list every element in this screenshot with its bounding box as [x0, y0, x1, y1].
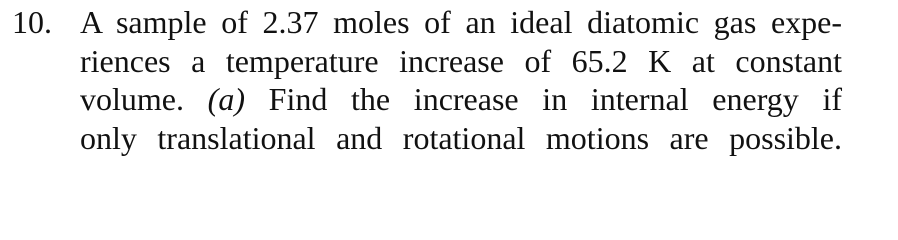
line-3-rest: Find the increase in internal energy if [244, 81, 843, 117]
problem-text [80, 3, 842, 157]
part-a-label: (a) [207, 81, 245, 117]
problem-line-2: riences a temperature increase of 65.2 K at constant [80, 42, 842, 79]
problem-line-4: only translational and rotational motions are possible. [80, 119, 842, 156]
problem-number: 10. [12, 4, 52, 40]
line-3-start: volume. [80, 81, 208, 117]
problem-line-1: A sample of 2.37 moles of an ideal diatomic gas expe- [80, 4, 842, 40]
problem-line-3 [80, 80, 842, 119]
